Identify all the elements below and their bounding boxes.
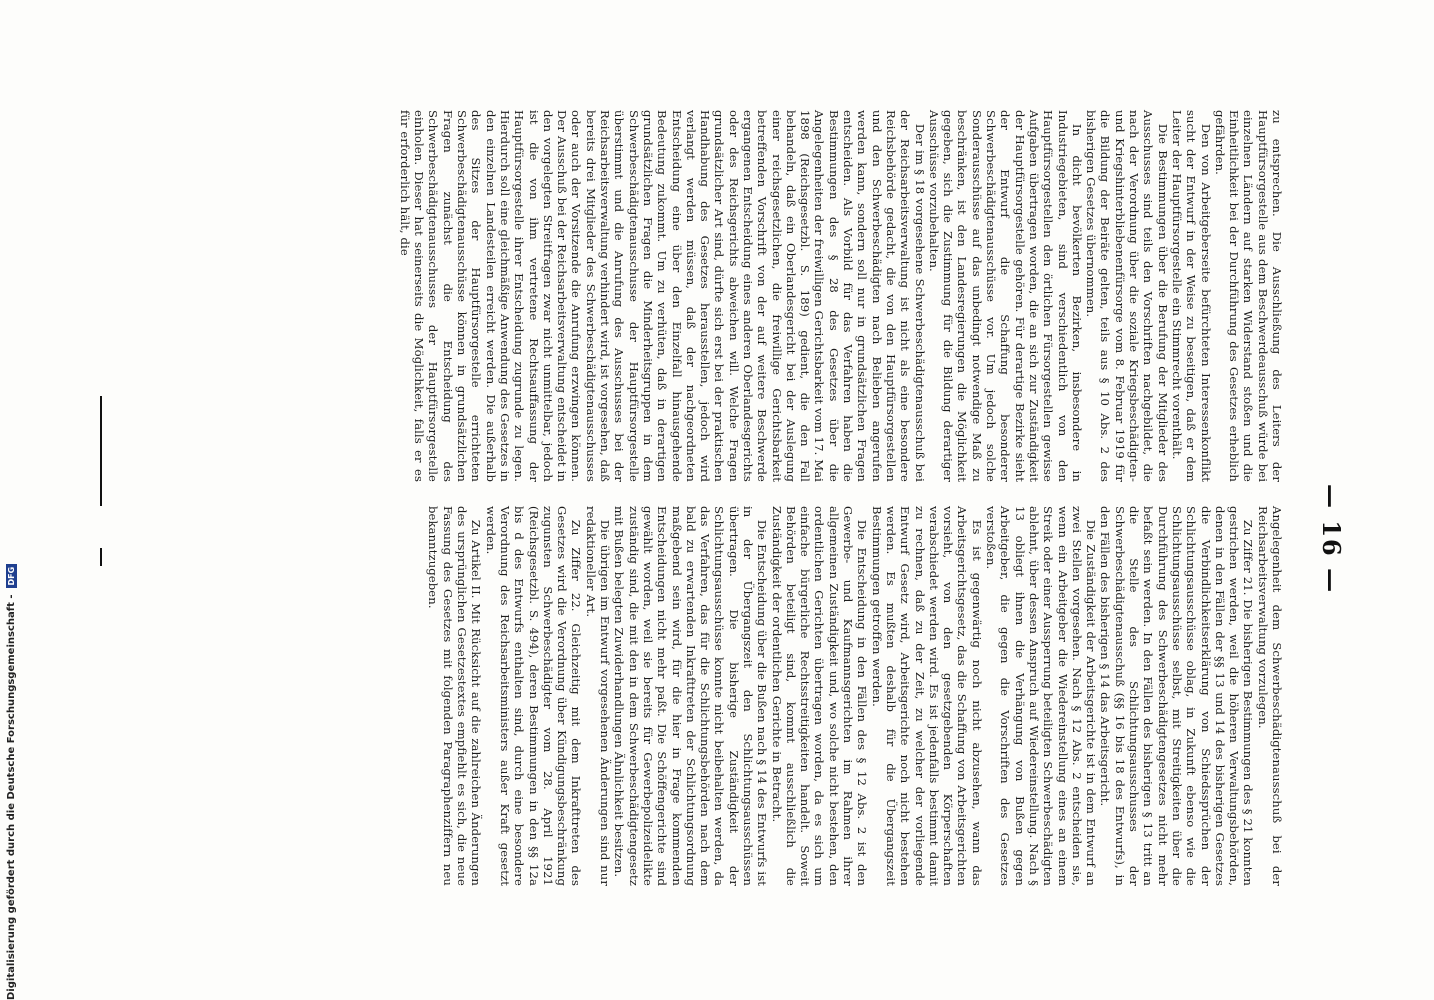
page-number: [1317, 484, 1346, 594]
column-rule-top: [100, 396, 102, 506]
column-rule-bottom: [100, 548, 102, 566]
text-column-right: [104, 506, 1284, 886]
paragraph: Die Zuständigkeit der Arbeitsgerichte ist in dem Entwurf an zwei Stellen vorgesehen. Nach § 12 Abs. 2 entscheiden sie, wenn ein Arbeitgeber die Wiedereinstellung eines an einem Streik oder einer Aussperrung beteiligten Schwerbeschädigten ablehnt, über dessen Anspruch auf Wiedereinstellung. Nach § 13 obliegt ihnen die Verhängung von Bußen gegen Arbeitgeber, die gegen die Vorschriften des Gesetzes verstoßen.: [984, 506, 1099, 886]
digitization-credit: [6, 564, 17, 1000]
paragraph: Angelegenheit dem Schwerbeschädigtenausschuß bei der Reichsarbeitsverwaltung vorzulegen.: [1255, 506, 1284, 886]
paragraph: Die übrigen im Entwurf vorgesehenen Änderungen sind nur redaktioneller Art.: [583, 506, 613, 886]
paragraph: Der im § 18 vorgesehene Schwerbeschädigtenausschuß bei der Reichsarbeitsverwaltung ist nicht als eine besondere Reichsbehörde gedacht, die von den Hauptfürsorgestellen und den Schwerbeschädigten nach Belieben angerufen werden kann, sondern soll nur in grundsätzlichen Fragen entscheiden. Als Vorbild für das Verfahren haben die Bestimmungen des § 28 des Gesetzes über die Angelegenheiten der freiwilligen Gerichtsbarkeit vom 17. Mai 1898 (Reichsgesetzbl. S. 189) gedient, die den Fall behandeln, daß ein Oberlandesgericht bei der Auslegung einer reichsgesetzlichen, die freiwillige Gerichtsbarkeit betreffenden Vorschrift von der auf weitere Beschwerde ergangenen Entscheidung eines anderen Oberlandesgerichts oder des Reichsgerichts abweichen will. Welche Fragen grundsätzlicher Art sind, dürfte sich erst bei der praktischen Handhabung des Gesetzes herausstellen, jedoch wird verlangt werden müssen, daß der nachgeordneten Entscheidung eine über den Einzelfall hinausgehende Bedeutung zukommt. Um zu verhüten, daß in derartigen grundsätzlichen Fragen die Minderheitsgruppen in dem Schwerbeschädigtenausschusse der Hauptfürsorgestelle überstimmt und die Anrufung des Ausschusses bei der Reichsarbeitsverwaltung verhindert wird, ist vorgesehen, daß bereits drei Mitglieder des Schwerbeschädigtenausschusses oder auch der Vorsitzende die Anrufung erzwingen können. Der Ausschuß bei der Reichsarbeitsverwaltung entscheidet in den vorgelegten Streitfragen zwar nicht unmittelbar, jedoch ist die von ihm vertretene Rechtsauffassung der Hauptfürsorgestelle ihrer Entscheidung zugrunde zu legen. Hierdurch soll eine gleichmäßige Anwendung des Gesetzes in den einzelnen Landesteilen erreicht werden. Die außerhalb des Sitzes der Hauptfürsorgestelle errichteten Schwerbeschädigtenausschüsse können in grundsätzlichen Fragen zunächst die Entscheidung des Schwerbeschädigtenausschusses der Hauptfürsorgestelle einholen. Dieser hat seinerseits die Möglichkeit, falls er es für erforderlich hält, die: [397, 110, 927, 482]
paragraph: Die Entscheidung in den Fällen des § 12 Abs. 2 ist den Gewerbe- und Kaufmannsgerichten im Rahmen ihrer allgemeinen Zuständigkeit und, wo solche nicht bestehen, den ordentlichen Gerichten übertragen worden, da es sich um einfache bürgerliche Rechtsstreitigkeiten handelt. Soweit Behörden beteiligt sind, kommt ausschließlich die Zuständigkeit der ordentlichen Gerichte in Betracht.: [769, 506, 870, 886]
paragraph: zu entsprechen. Die Ausschließung des Leiters der Hauptfürsorgestelle aus dem Beschwerdeausschuß würde bei einzelnen Ländern auf starken Widerstand stoßen und die Einheitlichkeit bei der Durchführung des Gesetzes erheblich gefährden.: [1212, 110, 1284, 482]
text-column-left: [104, 110, 1284, 482]
paragraph: Zu Ziffer 21. Die bisherigen Bestimmungen des § 21 konnten gestrichen werden, weil die höheren Verwaltungsbehörden, denen in den Fällen der §§ 13 und 14 des bisherigen Gesetzes die Verbindlichkeitserklärung von Schiedssprüchen der Schlichtungsausschüsse oblag, in Zukunft ebenso wie die Schlichtungsausschüsse selbst, mit Streitigkeiten über die Durchführung des Schwerbeschädigtengesetzes nicht mehr befaßt sein werden. In den Fällen des bisherigen § 13 tritt an die Stelle des Schlichtungsausschusses der Schwerbeschädigtenausschuß (§§ 16 bis 18 des Entwurfs), in den Fällen des bisherigen § 14 das Arbeitsgericht.: [1098, 506, 1256, 886]
paragraph: Es ist gegenwärtig noch nicht abzusehen, wann das Arbeitsgerichtsgesetz, das die Schaffung von Arbeitsgerichten vorsieht, von den gesetzgebenden Körperschaften verabschiedet werden wird. Es ist jedenfalls bestimmt damit zu rechnen, daß zu der Zeit, zu welcher der vorliegende Entwurf Gesetz wird, Arbeitsgerichte noch nicht bestehen werden. Es mußten deshalb für die Übergangszeit Bestimmungen getroffen werden.: [869, 506, 984, 886]
paragraph: Den von Arbeitgeberseite befürchteten Interessenkonflikt sucht der Entwurf in der Weise zu beseitigen, daß er dem Leiter der Hauptfürsorgestelle ein Stimmrecht vorenthält.: [1169, 110, 1213, 482]
credit-text: Digitalisierung gefördert durch die Deutsche Forschungsgemeinschaft -: [6, 594, 17, 1000]
paragraph: Zu Artikel II. Mit Rücksicht auf die zahlreichen Änderungen des ursprünglichen Gesetzestextes empfiehlt es sich, die neue Fassung des Gesetzes mit folgenden Paragraphenziffern neu bekanntzugeben.: [426, 506, 484, 886]
paragraph: Zu Ziffer 22. Gleichzeitig mit dem Inkrafttreten des Gesetzes wird die Verordnung über Kündigungsbeschränkung zugunsten Schwerbeschädigter vom 28. April 1921 (Reichsgesetzbl. S. 494), deren Bestimmungen in den §§ 12a bis d des Entwurfs enthalten sind, durch eine besondere Verordnung des Reichsarbeitsministers außer Kraft gesetzt werden.: [483, 506, 584, 886]
page-number-dash-right: —: [1317, 557, 1346, 595]
page-number-value: 16: [1317, 520, 1346, 558]
paragraph: In dicht bevölkerten Bezirken, insbesondere in Industriegebieten, sind verschiedentlich von den Hauptfürsorgestellen den örtlichen Fürsorgestellen gewisse Aufgaben übertragen worden, die an sich zur Zuständigkeit der Hauptfürsorgestelle gehören. Für derartige Bezirke sieht der Entwurf die Schaffung besonderer Schwerbeschädigtenausschüsse vor. Um jedoch solche Sonderausschüsse auf das unbedingt notwendige Maß zu beschränken, ist den Landesregierungen die Möglichkeit gegeben, sich die Zustimmung für die Bildung derartiger Ausschüsse vorzubehalten.: [926, 110, 1084, 482]
page-number-dash-left: —: [1317, 484, 1346, 521]
dfg-logo-icon: DFG: [6, 564, 17, 589]
paragraph: Die Entscheidung über die Bußen nach § 14 des Entwurfs ist in der Übergangszeit den Schlichtungsausschüssen übertragen. Die bisherige Zuständigkeit der Schlichtungsausschüsse konnte nicht beibehalten werden, da das Verfahren, das für die Schlichtungsbehörden nach dem bald zu erwartenden Inkrafttreten der Schlichtungsordnung maßgebend sein wird, für die hier in Frage kommenden Entscheidungen nicht mehr paßt. Die Schöffengerichte sind gewählt worden, weil sie bereits für Gewerbepolizeidelikte zuständig sind, die mit den in dem Schwerbeschädigtengesetz mit Bußen belegten Zuwiderhandlungen Ähnlichkeit besitzen.: [612, 506, 770, 886]
paragraph: Die Bestimmungen über die Berufung der Mitglieder des Ausschusses sind teils den Vorschriften nachgebildet, die nach der Verordnung über die soziale Kriegsbeschädigten- und Kriegshinterbliebenenfürsorge vom 8. Februar 1919 für die Bildung der Beiräte gelten, teils aus § 10 Abs. 2 des bisherigen Gesetzes übernommen.: [1084, 110, 1170, 482]
